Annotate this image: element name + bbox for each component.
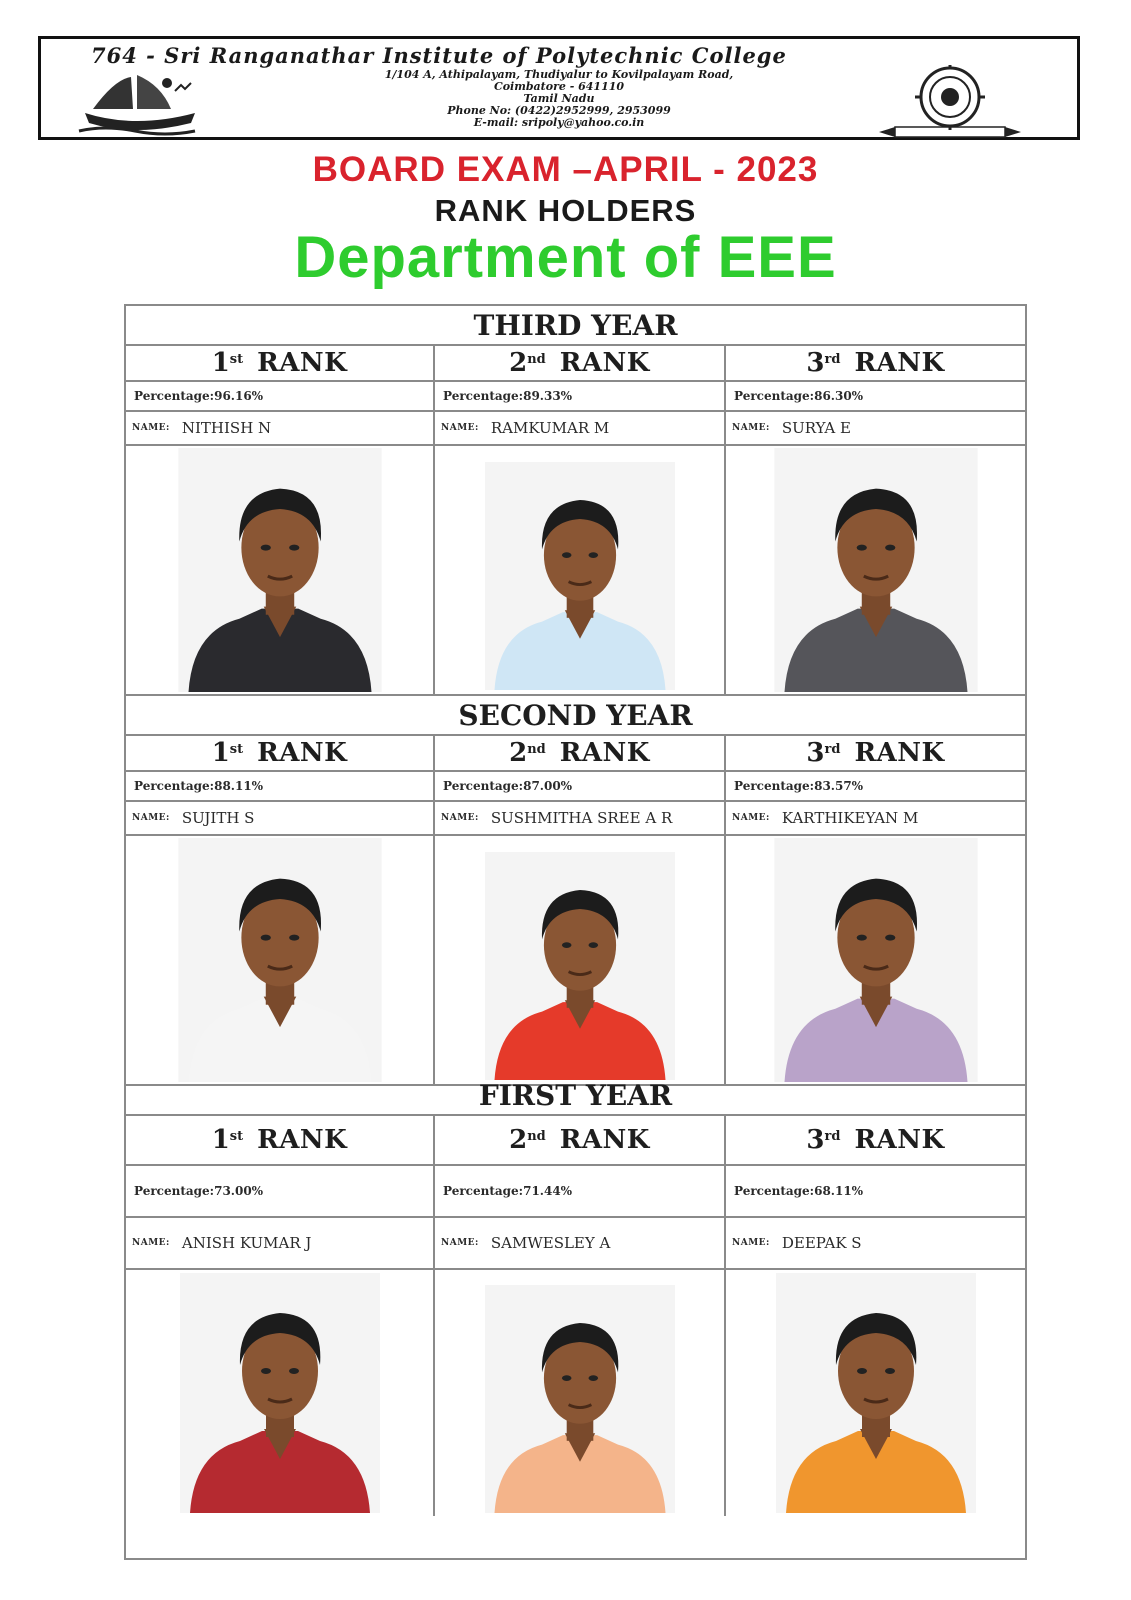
student-photo xyxy=(485,1273,675,1513)
rank-suffix: nd xyxy=(527,1128,546,1144)
name-label: NAME: xyxy=(132,423,170,433)
year-title: FIRST YEAR xyxy=(126,1076,1025,1116)
student-name xyxy=(441,412,609,444)
student-name xyxy=(441,802,672,834)
year-block xyxy=(126,306,1025,696)
student-photo xyxy=(160,1273,400,1513)
rank-number: 3 xyxy=(806,738,825,768)
rank-suffix: rd xyxy=(824,741,841,757)
percentage-row xyxy=(126,1166,1025,1218)
rank-number: 1 xyxy=(211,1125,230,1155)
name-label: NAME: xyxy=(732,813,770,823)
percentage-cell xyxy=(126,1166,435,1216)
rank-number: 2 xyxy=(509,1125,528,1155)
rank-label xyxy=(435,736,724,770)
rank-cell xyxy=(726,346,1025,380)
name-cell xyxy=(126,412,435,444)
institute-name: 764 - Sri Ranganathar Institute of Polytechnic College xyxy=(91,43,787,68)
student-photo xyxy=(160,838,400,1082)
percentage-cell xyxy=(126,772,435,800)
rank-label xyxy=(435,1116,724,1164)
name-row xyxy=(126,1218,1025,1270)
percentage-cell xyxy=(726,1166,1025,1216)
percentage-value: Percentage:71.44% xyxy=(443,1184,573,1198)
name-value: SURYA E xyxy=(781,419,851,437)
name-label: NAME: xyxy=(441,423,479,433)
rank-number: 2 xyxy=(509,738,528,768)
student-name xyxy=(132,1218,311,1268)
percentage-row xyxy=(126,382,1025,412)
photo-row xyxy=(126,836,1025,1086)
year-block xyxy=(126,696,1025,1086)
name-value: SUSHMITHA SREE A R xyxy=(490,809,673,827)
rank-number: 3 xyxy=(806,348,825,378)
percentage-value: Percentage:83.57% xyxy=(734,779,864,793)
percentage-value: Percentage:87.00% xyxy=(443,779,573,793)
rank-suffix: st xyxy=(229,351,244,367)
year-title: THIRD YEAR xyxy=(126,306,1025,346)
department-heading: Department of EEE xyxy=(294,225,837,290)
rank-suffix: nd xyxy=(527,351,546,367)
student-name xyxy=(732,1218,862,1268)
address-line-1: 1/104 A, Athipalayam, Thudiyalur to Kovilpalayam Road, xyxy=(384,68,734,81)
student-name xyxy=(132,412,271,444)
student-photo xyxy=(485,840,675,1080)
letterhead xyxy=(38,36,1080,140)
photo-cell xyxy=(126,1270,435,1516)
photo-cell xyxy=(435,446,726,694)
rank-number: 1 xyxy=(211,738,230,768)
rank-number: 2 xyxy=(509,348,528,378)
percentage-value: Percentage:96.16% xyxy=(134,389,264,403)
rank-label xyxy=(126,346,433,380)
rank-row xyxy=(126,1116,1025,1166)
student-photo xyxy=(485,450,675,690)
rank-word: RANK xyxy=(854,348,945,378)
percentage-value: Percentage:88.11% xyxy=(134,779,264,793)
name-cell xyxy=(726,802,1025,834)
name-row xyxy=(126,802,1025,836)
photo-cell xyxy=(726,1270,1025,1516)
student-name xyxy=(732,802,918,834)
rank-label xyxy=(126,736,433,770)
rank-word: RANK xyxy=(559,348,650,378)
institute-seal-icon xyxy=(875,65,1025,139)
phone-line: Phone No: (0422)2952999, 2953099 xyxy=(447,104,671,117)
rank-number: 1 xyxy=(211,348,230,378)
name-cell xyxy=(126,802,435,834)
rank-word: RANK xyxy=(854,1125,945,1155)
name-label: NAME: xyxy=(132,1238,170,1248)
rank-label xyxy=(726,736,1025,770)
name-label: NAME: xyxy=(441,813,479,823)
photo-cell xyxy=(126,836,435,1084)
percentage-cell xyxy=(726,382,1025,410)
rank-word: RANK xyxy=(559,738,650,768)
percentage-cell xyxy=(726,772,1025,800)
name-label: NAME: xyxy=(132,813,170,823)
student-photo xyxy=(160,448,400,692)
percentage-value: Percentage:68.11% xyxy=(734,1184,864,1198)
photo-cell xyxy=(726,446,1025,694)
student-photo xyxy=(766,1273,986,1513)
student-photo xyxy=(766,448,986,692)
name-value: DEEPAK S xyxy=(781,1234,862,1252)
name-value: NITHISH N xyxy=(181,419,272,437)
photo-cell xyxy=(435,836,726,1084)
rank-holders-table xyxy=(124,304,1027,1560)
student-name xyxy=(441,1218,610,1268)
name-value: ANISH KUMAR J xyxy=(181,1234,312,1252)
percentage-row xyxy=(126,772,1025,802)
rank-word: RANK xyxy=(257,348,348,378)
rank-label xyxy=(435,346,724,380)
name-value: KARTHIKEYAN M xyxy=(781,809,919,827)
rank-cell xyxy=(726,1116,1025,1164)
name-cell xyxy=(435,1218,726,1268)
rank-row xyxy=(126,736,1025,772)
student-name xyxy=(132,802,254,834)
rank-cell xyxy=(126,1116,435,1164)
photo-cell xyxy=(726,836,1025,1084)
photo-row xyxy=(126,1270,1025,1516)
rank-label xyxy=(726,346,1025,380)
rank-label xyxy=(126,1116,433,1164)
rank-word: RANK xyxy=(257,738,348,768)
name-value: SAMWESLEY A xyxy=(490,1234,611,1252)
name-cell xyxy=(726,412,1025,444)
rank-holders-heading: RANK HOLDERS xyxy=(434,193,697,228)
percentage-value: Percentage:89.33% xyxy=(443,389,573,403)
name-cell xyxy=(726,1218,1025,1268)
percentage-cell xyxy=(435,1166,726,1216)
name-row xyxy=(126,412,1025,446)
percentage-value: Percentage:73.00% xyxy=(134,1184,264,1198)
rank-cell xyxy=(435,736,726,770)
student-name xyxy=(732,412,851,444)
percentage-cell xyxy=(126,382,435,410)
year-title: SECOND YEAR xyxy=(126,696,1025,736)
rank-cell xyxy=(435,1116,726,1164)
name-label: NAME: xyxy=(732,423,770,433)
name-label: NAME: xyxy=(732,1238,770,1248)
percentage-cell xyxy=(435,772,726,800)
rank-word: RANK xyxy=(559,1125,650,1155)
name-label: NAME: xyxy=(441,1238,479,1248)
exam-heading: BOARD EXAM –APRIL - 2023 xyxy=(312,150,819,189)
photo-cell xyxy=(435,1270,726,1516)
name-cell xyxy=(435,412,726,444)
address-line-3: Tamil Nadu xyxy=(523,92,595,105)
rank-word: RANK xyxy=(257,1125,348,1155)
rank-cell xyxy=(126,346,435,380)
address-line-2: Coimbatore - 641110 xyxy=(493,80,625,93)
rank-word: RANK xyxy=(854,738,945,768)
rank-label xyxy=(726,1116,1025,1164)
year-block xyxy=(126,1076,1025,1516)
rank-row xyxy=(126,346,1025,382)
rank-cell xyxy=(126,736,435,770)
name-value: RAMKUMAR M xyxy=(490,419,610,437)
rank-cell xyxy=(435,346,726,380)
rank-suffix: nd xyxy=(527,741,546,757)
rank-suffix: st xyxy=(229,1128,244,1144)
name-cell xyxy=(126,1218,435,1268)
email-line: E-mail: sripoly@yahoo.co.in xyxy=(473,116,645,129)
photo-cell xyxy=(126,446,435,694)
student-photo xyxy=(766,838,986,1082)
rank-cell xyxy=(726,736,1025,770)
percentage-value: Percentage:86.30% xyxy=(734,389,864,403)
photo-row xyxy=(126,446,1025,696)
rank-suffix: rd xyxy=(824,351,841,367)
percentage-cell xyxy=(435,382,726,410)
name-cell xyxy=(435,802,726,834)
rank-suffix: rd xyxy=(824,1128,841,1144)
rank-suffix: st xyxy=(229,741,244,757)
name-value: SUJITH S xyxy=(181,809,255,827)
rank-number: 3 xyxy=(806,1125,825,1155)
